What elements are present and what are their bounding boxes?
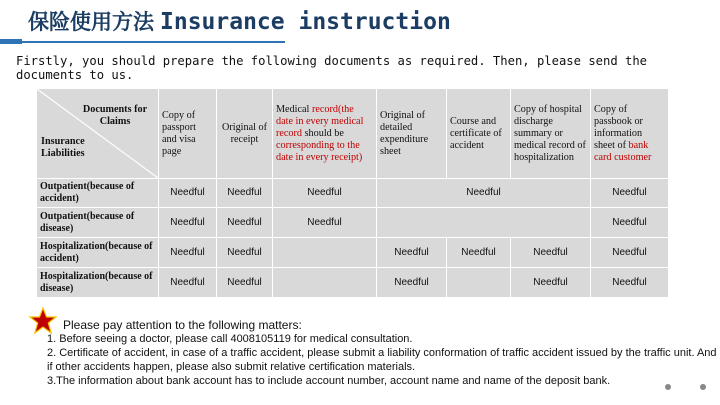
cell-course: Needful — [447, 238, 511, 268]
cell-medical: Needful — [273, 208, 377, 238]
cell-hospital: Needful — [511, 268, 591, 298]
cell-passbook: Needful — [591, 268, 669, 298]
title-english: Insurance instruction — [160, 9, 451, 35]
medical-text-a: Medical — [276, 103, 312, 115]
cell-passbook: Needful — [591, 238, 669, 268]
cell-course — [447, 268, 511, 298]
note-item: 3.The information about bank account has to include account number, account name and name of the deposit bank. — [47, 375, 611, 387]
cell-passport: Needful — [159, 179, 217, 208]
corner-label-documents: Documents for Claims — [82, 104, 148, 127]
cell-expenditure: Needful — [377, 238, 447, 268]
cell-passport: Needful — [159, 238, 217, 268]
notes-lead: Please pay attention to the following matters: — [63, 318, 302, 332]
cell-passbook: Needful — [591, 208, 669, 238]
notes-section — [47, 318, 717, 388]
decor-dot — [665, 384, 671, 390]
cell-receipt: Needful — [217, 238, 273, 268]
header-expenditure-sheet: Original of detailed expenditure sheet — [377, 89, 447, 179]
table-row — [37, 179, 669, 208]
cell-expenditure: Needful — [377, 268, 447, 298]
note-item: 2. Certificate of accident, in case of a traffic accident, please submit a liability conformation of traffic accident issued by the traffic unit. And if other accidents happen, please also submit relative certification materials. — [47, 347, 717, 373]
diagonal-line — [37, 89, 158, 178]
cell-passport: Needful — [159, 208, 217, 238]
passbook-text: Copy of passbook or information sheet of — [594, 103, 643, 151]
cell-medical — [273, 238, 377, 268]
corner-cell — [37, 89, 159, 179]
claims-table — [36, 88, 669, 298]
header-medical-record — [273, 89, 377, 179]
cell-empty — [377, 208, 591, 238]
note-item: 1. Before seeing a doctor, please call 4008105119 for medical consultation. — [47, 333, 413, 345]
row-label: Outpatient(because of disease) — [37, 208, 159, 238]
header-hospital-summary: Copy of hospital discharge summary or medical record of hospitalization — [511, 89, 591, 179]
row-label: Hospitalization(because of accident) — [37, 238, 159, 268]
table-row — [37, 208, 669, 238]
row-label: Hospitalization(because of disease) — [37, 268, 159, 298]
medical-text-b: should be — [302, 127, 344, 139]
header-course-certificate: Course and certificate of accident — [447, 89, 511, 179]
header-passport: Copy of passport and visa page — [159, 89, 217, 179]
cell-medical — [273, 268, 377, 298]
row-label: Outpatient(because of accident) — [37, 179, 159, 208]
cell-passport: Needful — [159, 268, 217, 298]
cell-receipt: Needful — [217, 208, 273, 238]
cell-medical: Needful — [273, 179, 377, 208]
page-title — [28, 6, 451, 40]
table-row — [37, 238, 669, 268]
table-header-row — [37, 89, 669, 179]
header-passbook — [591, 89, 669, 179]
title-underline — [0, 41, 285, 43]
cell-passbook: Needful — [591, 179, 669, 208]
cell-course: Needful — [377, 179, 591, 208]
corner-label-liabilities: Insurance Liabilities — [41, 136, 85, 159]
cell-hospital: Needful — [511, 238, 591, 268]
medical-text-red-a: record(the date in every medical record — [276, 103, 364, 139]
cell-receipt: Needful — [217, 268, 273, 298]
table-row — [37, 268, 669, 298]
passbook-text-red: bank card customer — [594, 139, 652, 163]
intro-text: Firstly, you should prepare the following documents as required. Then, please send the documents to us. — [16, 54, 648, 82]
cell-receipt: Needful — [217, 179, 273, 208]
header-receipt: Original of receipt — [217, 89, 273, 179]
title-chinese: 保险使用方法 — [28, 10, 154, 34]
medical-text-red-b: corresponding to the date in every receipt) — [276, 139, 363, 163]
decor-dot — [700, 384, 706, 390]
